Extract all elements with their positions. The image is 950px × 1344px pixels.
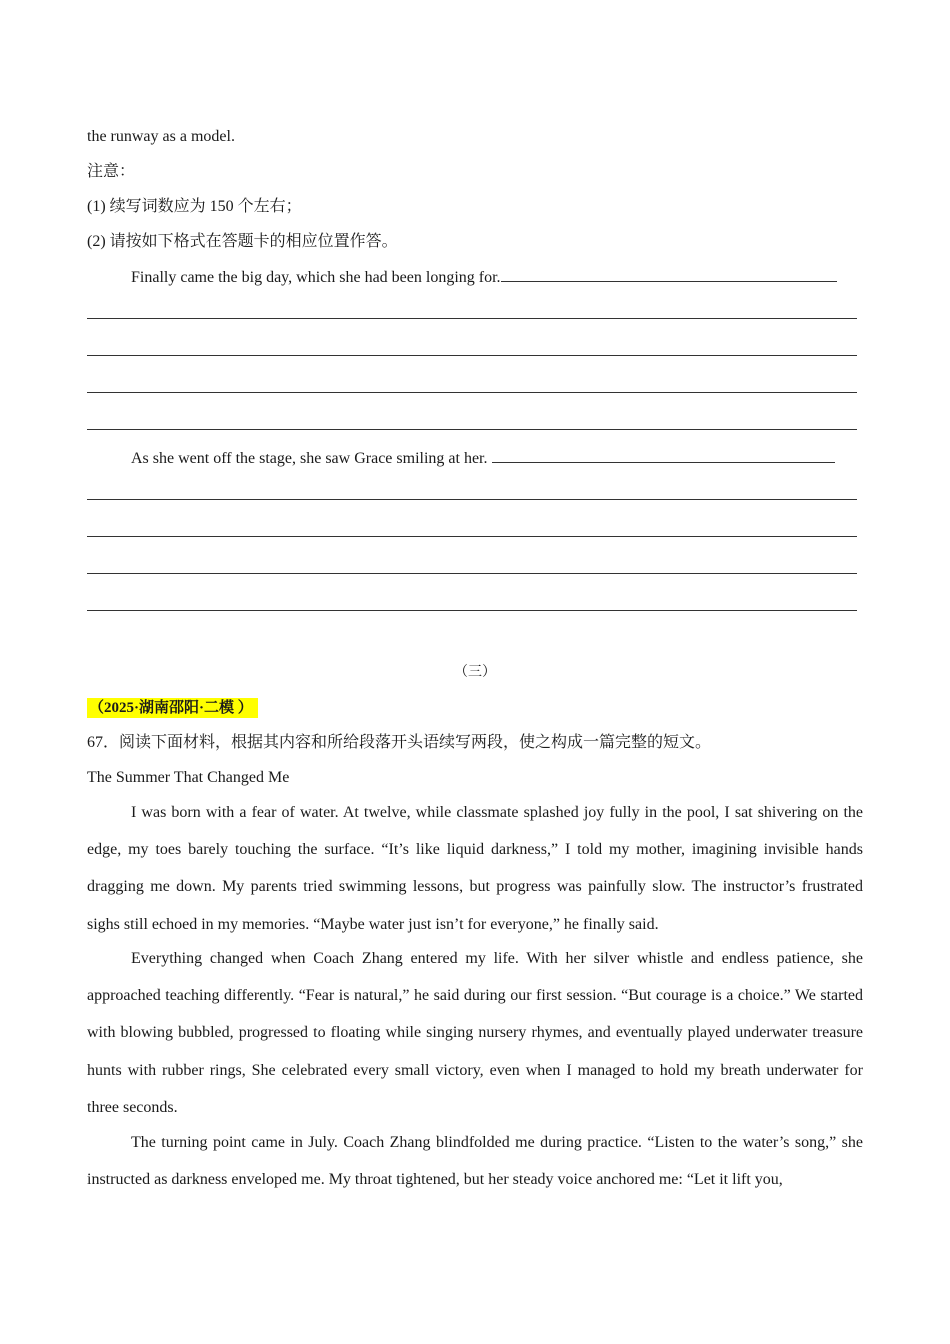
answer-line[interactable] bbox=[87, 610, 857, 611]
answer-line[interactable] bbox=[87, 499, 857, 500]
answer-line[interactable] bbox=[87, 429, 857, 430]
note-item-2: (2) 请按如下格式在答题卡的相应位置作答。 bbox=[87, 233, 398, 250]
answer-blank[interactable] bbox=[492, 448, 835, 463]
answer-line[interactable] bbox=[87, 355, 857, 356]
note-item-1: (1) 续写词数应为 150 个左右； bbox=[87, 198, 302, 215]
note-label: 注意： bbox=[87, 163, 136, 180]
answer-line[interactable] bbox=[87, 392, 857, 393]
question-stem: 67．阅读下面材料，根据其内容和所给段落开头语续写两段，使之构成一篇完整的短文。 bbox=[87, 734, 712, 751]
section-number: （三） bbox=[454, 665, 496, 680]
prompt-2-text: As she went off the stage, she saw Grace smiling at her. bbox=[131, 450, 492, 467]
answer-blank[interactable] bbox=[501, 267, 837, 282]
continuation-text: the runway as a model. bbox=[87, 128, 235, 145]
passage-paragraph-1: I was born with a fear of water. At twelve, while classmate splashed joy fully in the pool, I sat shivering on the edge, my toes barely touching the surface. “It’s like liquid darkness,” I told my mother, imagining invisible hands dragging me down. My parents tried swimming lessons, but progress was painfully slow. The instructor’s frustrated sighs still echoed in my memories. “Maybe water just isn’t for everyone,” he finally said. bbox=[87, 804, 863, 933]
passage-title: The Summer That Changed Me bbox=[87, 769, 290, 786]
answer-line[interactable] bbox=[87, 536, 857, 537]
source-tag: （2025·湖南邵阳·二模 ） bbox=[87, 698, 258, 718]
prompt-1-text: Finally came the big day, which she had been longing for. bbox=[131, 269, 501, 286]
answer-line[interactable] bbox=[87, 318, 857, 319]
writing-prompt-1 bbox=[131, 267, 837, 288]
passage-paragraph-3: The turning point came in July. Coach Zhang blindfolded me during practice. “Listen to the water’s song,” she instructed as darkness enveloped me. My throat tightened, but her steady voice anchored me: “Let it lift you, bbox=[87, 1134, 863, 1189]
answer-line[interactable] bbox=[87, 573, 857, 574]
writing-prompt-2 bbox=[131, 448, 835, 469]
passage-paragraph-2: Everything changed when Coach Zhang entered my life. With her silver whistle and endless patience, she approached teaching differently. “Fear is natural,” he said during our first session. “But courage is a choice.” We started with blowing bubbled, progressed to floating while singing nursery rhymes, and eventually played underwater treasure hunts with rubber rings, She celebrated every small victory, even when I managed to hold my breath underwater for three seconds. bbox=[87, 950, 863, 1116]
